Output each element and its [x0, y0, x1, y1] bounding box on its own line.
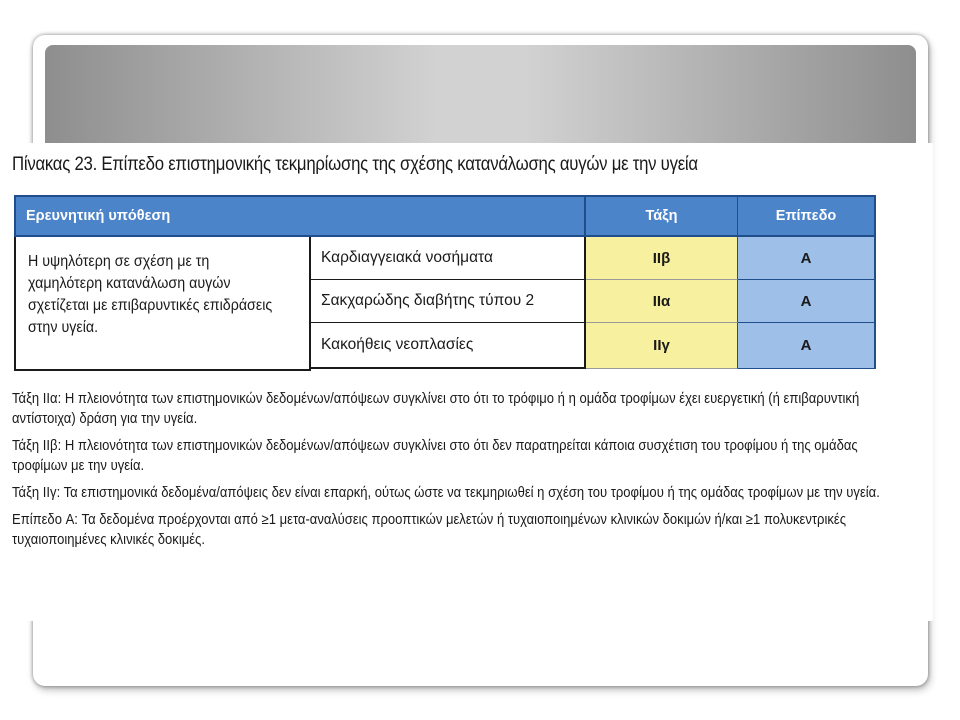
class-cell: IIβ [586, 237, 738, 280]
level-cell: A [738, 237, 876, 280]
evidence-table [14, 195, 876, 373]
condition-cell: Σακχαρώδης διαβήτης τύπου 2 [311, 280, 586, 323]
hypothesis-text: Η υψηλότερη σε σχέση με τη χαμηλότερη κατανάλωση αυγών σχετίζεται με επιβαρυντικές επιδράσεις στην υγεία. [28, 253, 273, 336]
note-class-iig: Τάξη IIγ: Τα επιστημονικά δεδομένα/απόψεις δεν είναι επαρκή, ούτως ώστε να τεκμηριωθεί η σχέση του τροφίμου ή της ομάδας τροφίμων με την υγεία. [12, 485, 880, 501]
note-class-iia: Τάξη IIα: Η πλειονότητα των επιστημονικών δεδομένων/απόψεων συγκλίνει στο ότι το τρόφιμο ή η ομάδα τροφίμων έχει ευεργετική (ή επιβαρυντική αντίστοιχα) δράση για την υγεία. [12, 391, 860, 427]
level-cell: A [738, 280, 876, 323]
class-cell: IIγ [586, 323, 738, 369]
level-cell: A [738, 323, 876, 369]
condition-cell: Καρδιαγγειακά νοσήματα [311, 237, 586, 280]
table-notes [12, 389, 882, 557]
document-image [8, 143, 933, 621]
note-class-iib: Τάξη IIβ: Η πλειονότητα των επιστημονικών δεδομένων/απόψεων συγκλίνει στο ότι δεν παρατηρείται κάποια συσχέτιση του τροφίμου ή της ομάδας τροφίμων με την υγεία. [12, 438, 858, 474]
slide-header-band [45, 45, 916, 153]
condition-cell: Κακοήθεις νεοπλασίες [311, 323, 586, 369]
header-class: Τάξη [586, 195, 738, 237]
note-level-a: Επίπεδο A: Τα δεδομένα προέρχονται από ≥1 μετα-αναλύσεις προοπτικών μελετών ή τυχαιοποιημένων κλινικών δοκιμών ή/και ≥1 πολυκεντρικές τυχαιοποιημένες κλινικές δοκιμές. [12, 512, 846, 548]
header-hypothesis: Ερευνητική υπόθεση [14, 195, 586, 237]
table-caption: Πίνακας 23. Επίπεδο επιστημονικής τεκμηρίωσης της σχέσης κατανάλωσης αυγών με την υγεία [12, 153, 698, 175]
hypothesis-cell [14, 237, 311, 371]
class-cell: IIα [586, 280, 738, 323]
header-level: Επίπεδο [738, 195, 876, 237]
